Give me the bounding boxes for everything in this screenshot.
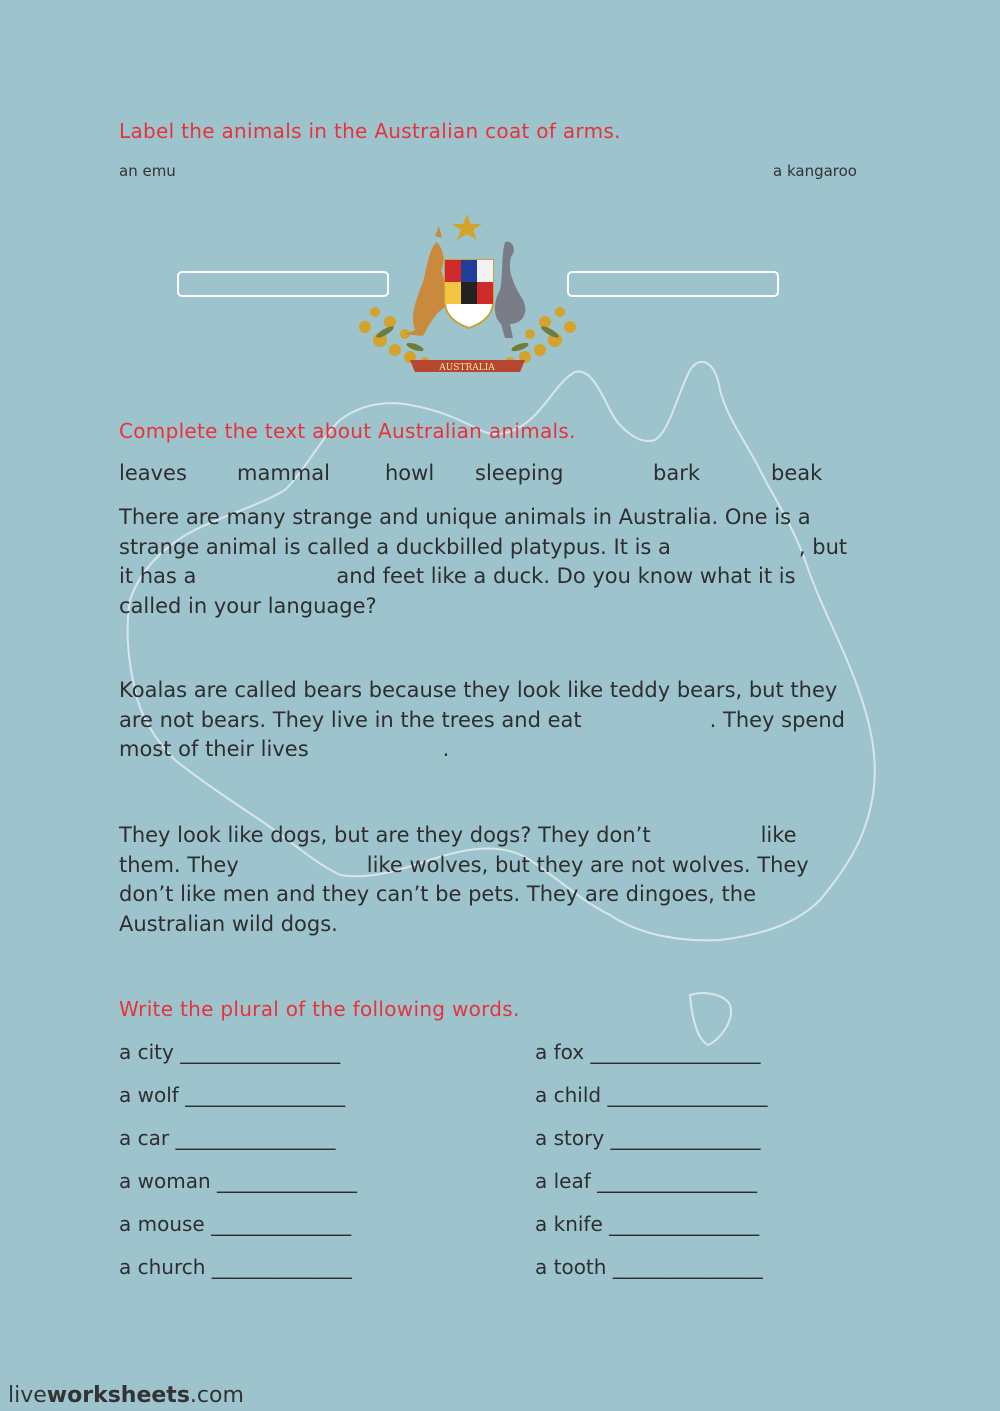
paragraph-line: Australian wild dogs. bbox=[119, 911, 338, 936]
coat-of-arms-ribbon-text: AUSTRALIA bbox=[439, 363, 495, 373]
paragraph-line bbox=[119, 706, 889, 736]
text-fragment: strange animal is called a duckbilled platypus. It is a bbox=[119, 534, 671, 559]
plural-item-mouse[interactable]: a mouse ______________ bbox=[119, 1212, 352, 1236]
plural-item-child[interactable]: a child ________________ bbox=[535, 1083, 768, 1107]
paragraph-dingoes bbox=[119, 821, 889, 939]
section1-heading: Label the animals in the Australian coat of arms. bbox=[119, 119, 621, 143]
logo-prefix: live bbox=[8, 1383, 47, 1408]
word-bank-sleeping: sleeping bbox=[475, 461, 564, 485]
paragraph-line: There are many strange and unique animals in Australia. One is a bbox=[119, 505, 811, 529]
word-bank-bark: bark bbox=[653, 461, 700, 485]
text-fragment: like bbox=[760, 823, 797, 847]
section2-heading: Complete the text about Australian animals. bbox=[119, 419, 576, 443]
paragraph-line: don’t like men and they can’t be pets. They are dingoes, the bbox=[119, 882, 756, 906]
paragraph-line bbox=[119, 735, 889, 765]
section3-heading: Write the plural of the following words. bbox=[119, 997, 520, 1021]
text-fragment: like wolves, but they are not wolves. They bbox=[366, 852, 809, 877]
logo-suffix: .com bbox=[189, 1383, 244, 1408]
liveworksheets-logo bbox=[8, 1383, 244, 1408]
paragraph-koalas bbox=[119, 676, 889, 765]
plural-item-leaf[interactable]: a leaf ________________ bbox=[535, 1169, 758, 1193]
plural-item-church[interactable]: a church ______________ bbox=[119, 1255, 352, 1279]
plural-item-woman[interactable]: a woman ______________ bbox=[119, 1169, 357, 1193]
plural-item-story[interactable]: a story _______________ bbox=[535, 1126, 761, 1150]
paragraph-line: Koalas are called bears because they look like teddy bears, but they bbox=[119, 678, 838, 702]
paragraph-line bbox=[119, 533, 889, 563]
coat-of-arms-image bbox=[345, 212, 590, 384]
text-fragment: . bbox=[442, 737, 450, 761]
plural-item-fox[interactable]: a fox _________________ bbox=[535, 1040, 761, 1064]
text-fragment: They look like dogs, but are they dogs? They don’t bbox=[119, 823, 651, 847]
plural-item-city[interactable]: a city ________________ bbox=[119, 1040, 341, 1064]
plural-item-knife[interactable]: a knife _______________ bbox=[535, 1212, 760, 1236]
answer-box-left[interactable] bbox=[177, 271, 389, 297]
word-bank-howl: howl bbox=[385, 461, 435, 485]
word-bank-mammal: mammal bbox=[237, 461, 330, 485]
plural-item-tooth[interactable]: a tooth _______________ bbox=[535, 1255, 763, 1279]
answer-box-right[interactable] bbox=[567, 271, 779, 297]
plural-item-wolf[interactable]: a wolf ________________ bbox=[119, 1083, 346, 1107]
text-fragment: most of their lives bbox=[119, 737, 309, 761]
logo-bold: worksheets bbox=[46, 1383, 190, 1408]
text-fragment: them. They bbox=[119, 852, 239, 877]
label-a-kangaroo: a kangaroo bbox=[773, 162, 857, 180]
paragraph-line bbox=[119, 821, 889, 851]
text-fragment: , but bbox=[798, 534, 848, 559]
paragraph-platypus bbox=[119, 503, 889, 621]
word-bank-beak: beak bbox=[771, 461, 823, 485]
text-fragment: are not bears. They live in the trees and eat bbox=[119, 707, 582, 732]
paragraph-line bbox=[119, 851, 889, 881]
text-fragment: . They spend bbox=[709, 707, 845, 732]
plural-item-car[interactable]: a car ________________ bbox=[119, 1126, 336, 1150]
label-an-emu: an emu bbox=[119, 162, 176, 180]
paragraph-line bbox=[119, 562, 889, 592]
paragraph-line: called in your language? bbox=[119, 593, 377, 618]
word-bank-leaves: leaves bbox=[119, 461, 187, 485]
text-fragment: it has a bbox=[119, 564, 197, 588]
text-fragment: and feet like a duck. Do you know what it is bbox=[336, 564, 796, 588]
